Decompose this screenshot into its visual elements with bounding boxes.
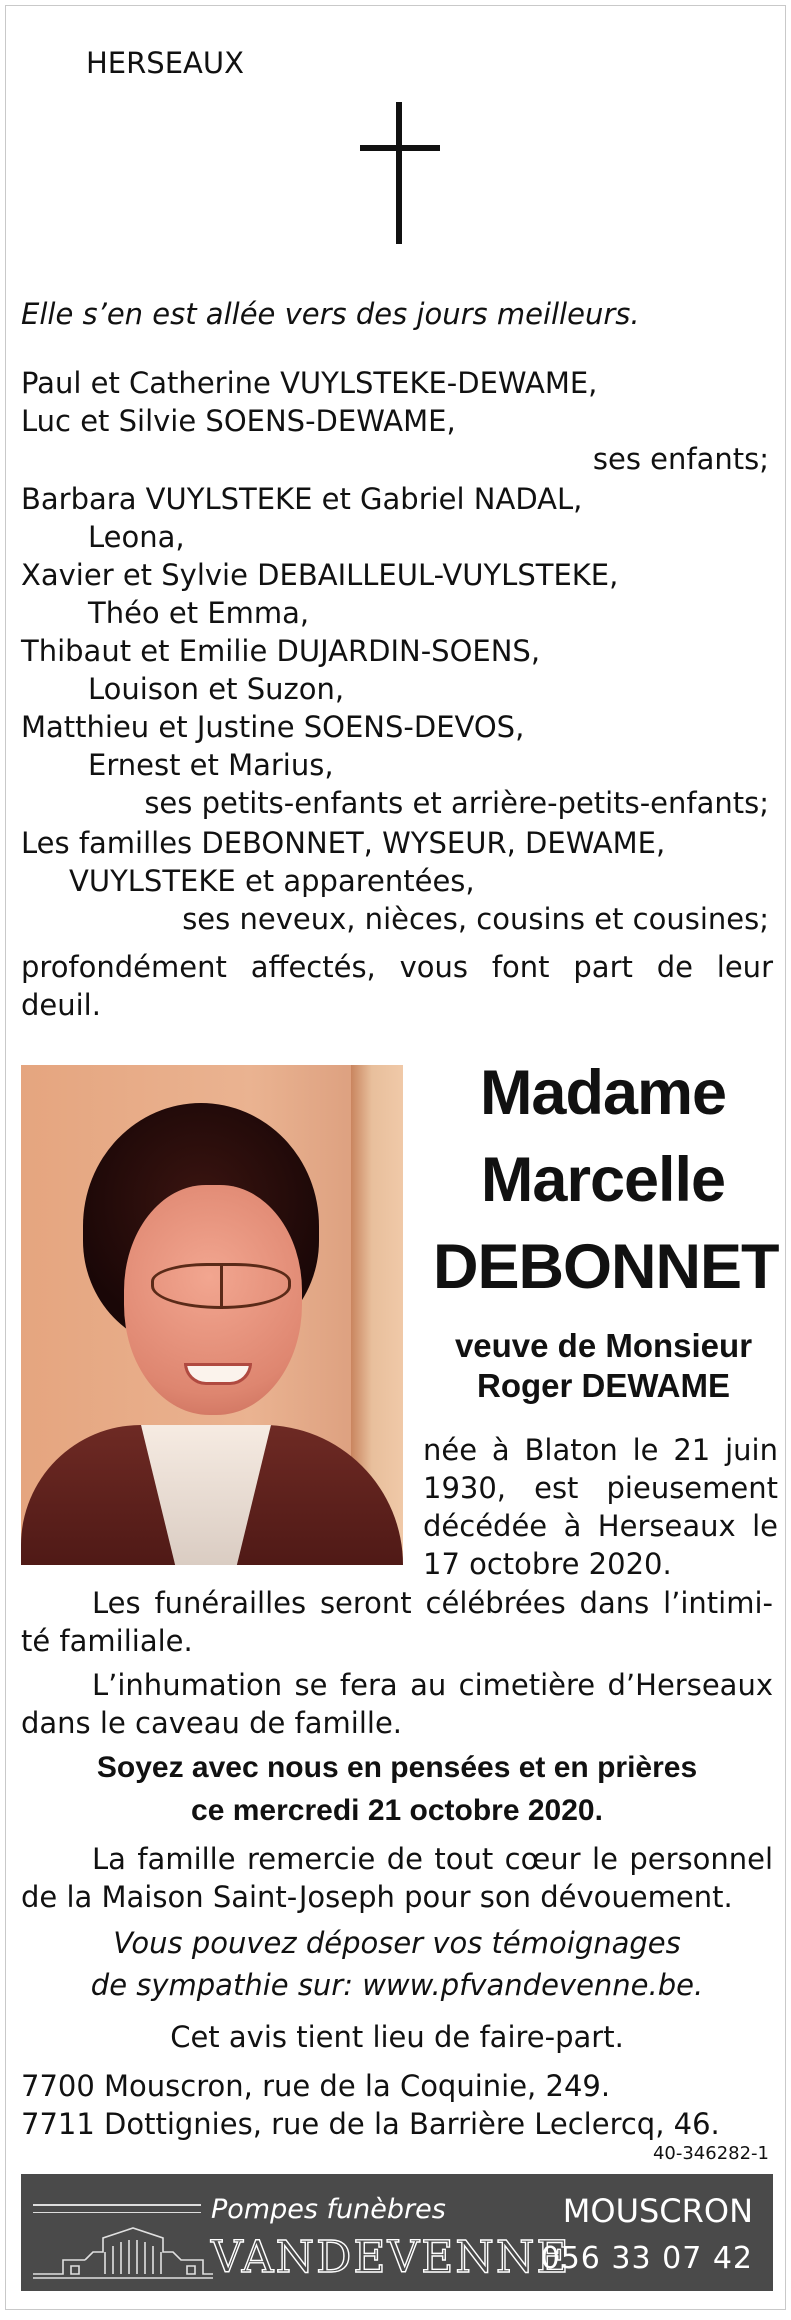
- pompes-funebres-label: Pompes funèbres: [211, 2194, 446, 2225]
- birth-line-2: 1930, est pieusement: [423, 1471, 778, 1505]
- thanks-line-1: La famille remercie de tout cœur le personnel: [92, 1842, 773, 1876]
- funeral-line-1: Les funérailles seront célébrées dans l’intimi-: [92, 1586, 773, 1620]
- death-line-2: 17 octobre 2020.: [423, 1547, 672, 1581]
- address-mouscron: 7700 Mouscron, rue de la Coquinie, 249.: [21, 2069, 611, 2103]
- affected-line-2: deuil.: [21, 988, 101, 1022]
- families-line-1: Les familles DEBONNET, WYSEUR, DEWAME,: [21, 826, 666, 860]
- affected-line-1: profondément affectés, vous font part de leur: [21, 950, 773, 984]
- intro-phrase: Elle s’en est allée vers des jours meilleurs.: [21, 297, 640, 331]
- condolence-line-2[interactable]: de sympathie sur: www.pfvandevenne.be.: [90, 1968, 704, 2002]
- burial-line-1: L’inhumation se fera au cimetière d’Herseaux: [92, 1668, 773, 1702]
- great-grandchild-line-1: Leona,: [88, 520, 185, 554]
- portrait-photo: [21, 1065, 403, 1565]
- obituary-notice: [5, 5, 786, 2310]
- children-label: ses enfants;: [592, 442, 769, 476]
- relatives-label: ses neveux, nièces, cousins et cousines;: [182, 902, 769, 936]
- children-line-1: Paul et Catherine VUYLSTEKE-DEWAME,: [21, 366, 598, 400]
- funeral-line-2: té familiale.: [21, 1624, 193, 1658]
- funeral-home-logo-icon: [33, 2222, 213, 2282]
- thanks-line-2: de la Maison Saint-Joseph pour son dévouement.: [21, 1880, 733, 1914]
- great-grandchild-line-3: Louison et Suzon,: [88, 672, 345, 706]
- birth-line-1: née à Blaton le 21 juin: [423, 1433, 778, 1467]
- grandchildren-label: ses petits-enfants et arrière-petits-enfants;: [144, 786, 769, 820]
- burial-line-2: dans le caveau de famille.: [21, 1706, 403, 1740]
- address-dottignies: 7711 Dottignies, rue de la Barrière Leclercq, 46.: [21, 2107, 720, 2141]
- great-grandchild-line-4: Ernest et Marius,: [88, 748, 334, 782]
- reference-number: 40-346282-1: [652, 2143, 769, 2164]
- cross-icon-bar: [360, 145, 440, 151]
- deceased-title: Madame: [479, 1058, 727, 1128]
- phone-number[interactable]: 056 33 07 42: [540, 2241, 753, 2276]
- cross-icon: [396, 102, 402, 244]
- grandchild-line-4: Matthieu et Justine SOENS-DEVOS,: [21, 710, 525, 744]
- great-grandchild-line-2: Théo et Emma,: [88, 596, 310, 630]
- grandchild-line-2: Xavier et Sylvie DEBAILLEUL-VUYLSTEKE,: [21, 558, 619, 592]
- deceased-surname: DEBONNET: [433, 1232, 779, 1302]
- widow-of-line: veuve de Monsieur: [454, 1327, 753, 1364]
- brand-name: VANDEVENNE: [211, 2232, 571, 2283]
- prayer-line-2: ce mercredi 21 octobre 2020.: [191, 1794, 603, 1827]
- grandchild-line-3: Thibaut et Emilie DUJARDIN-SOENS,: [21, 634, 541, 668]
- condolence-line-1: Vous pouvez déposer vos témoignages: [113, 1926, 681, 1960]
- children-line-2: Luc et Silvie SOENS-DEWAME,: [21, 404, 456, 438]
- death-line-1: décédée à Herseaux le: [423, 1509, 778, 1543]
- funeral-home-banner: [21, 2174, 773, 2291]
- notice-line: Cet avis tient lieu de faire-part.: [170, 2020, 624, 2054]
- families-line-2: VUYLSTEKE et apparentées,: [69, 864, 475, 898]
- city-label: MOUSCRON: [562, 2192, 753, 2230]
- deceased-first-name: Marcelle: [480, 1145, 726, 1215]
- spouse-name: Roger DEWAME: [476, 1367, 730, 1404]
- location-heading: HERSEAUX: [86, 46, 244, 80]
- prayer-line-1: Soyez avec nous en pensées et en prières: [96, 1751, 698, 1784]
- grandchild-line-1: Barbara VUYLSTEKE et Gabriel NADAL,: [21, 482, 583, 516]
